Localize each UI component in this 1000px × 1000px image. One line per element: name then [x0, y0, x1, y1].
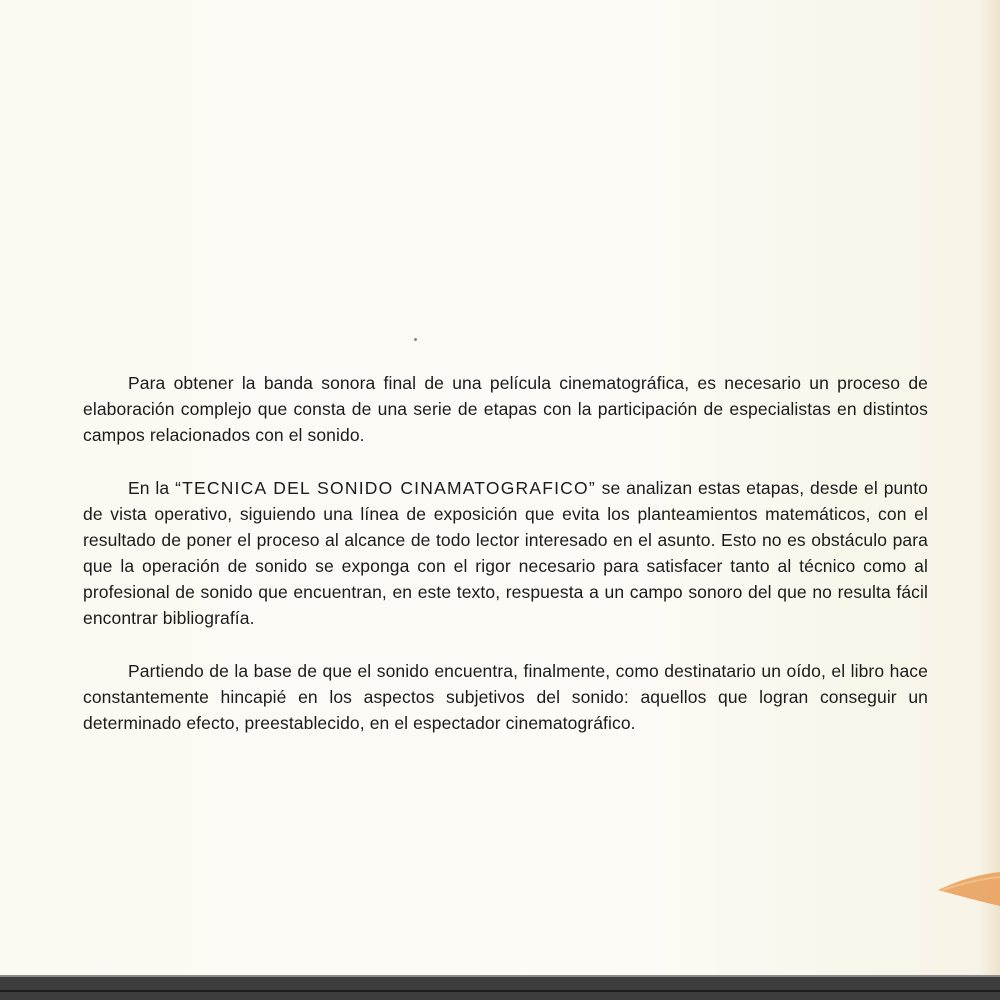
paragraph-book-lead: En la — [128, 478, 176, 498]
paper-speck — [414, 338, 417, 341]
paragraph-book-description — [83, 475, 928, 631]
back-cover-text — [83, 370, 928, 736]
orange-sticker-fragment — [938, 872, 1000, 906]
book-title-reference: “TECNICA DEL SONIDO CINAMATOGRAFICO” — [175, 478, 596, 498]
paragraph-book-body: se analizan estas etapas, desde el punto de vista operativo, siguiendo una línea de exposición que evita los planteamientos matemáticos, con el resultado de poner el proceso al alcance de todo lector interesado en el asunto. Esto no es obstáculo para que la operación de sonido se exponga con el rigor necesario para satisfacer tanto al técnico como al profesional de sonido que encuentran, en este texto, respuesta a un campo sonoro del que no resulta fácil encontrar bibliografía. — [83, 478, 928, 628]
bottom-band-line — [0, 990, 1000, 992]
paper-edge-shadow — [978, 0, 1000, 975]
paragraph-subjective-sound: Partiendo de la base de que el sonido encuentra, finalmente, como destinatario un oído, el libro hace constantemente hincapié en los aspectos subjetivos del sonido: aquellos que logran conseguir un determinado efecto, preestablecido, en el espectador cinematográfico. — [83, 661, 928, 733]
bottom-dark-band — [0, 975, 1000, 1000]
paragraph-intro: Para obtener la banda sonora final de una película cinematográfica, es necesario un proceso de elaboración complejo que consta de una serie de etapas con la participación de especialistas en distintos campos relacionados con el sonido. — [83, 373, 928, 445]
